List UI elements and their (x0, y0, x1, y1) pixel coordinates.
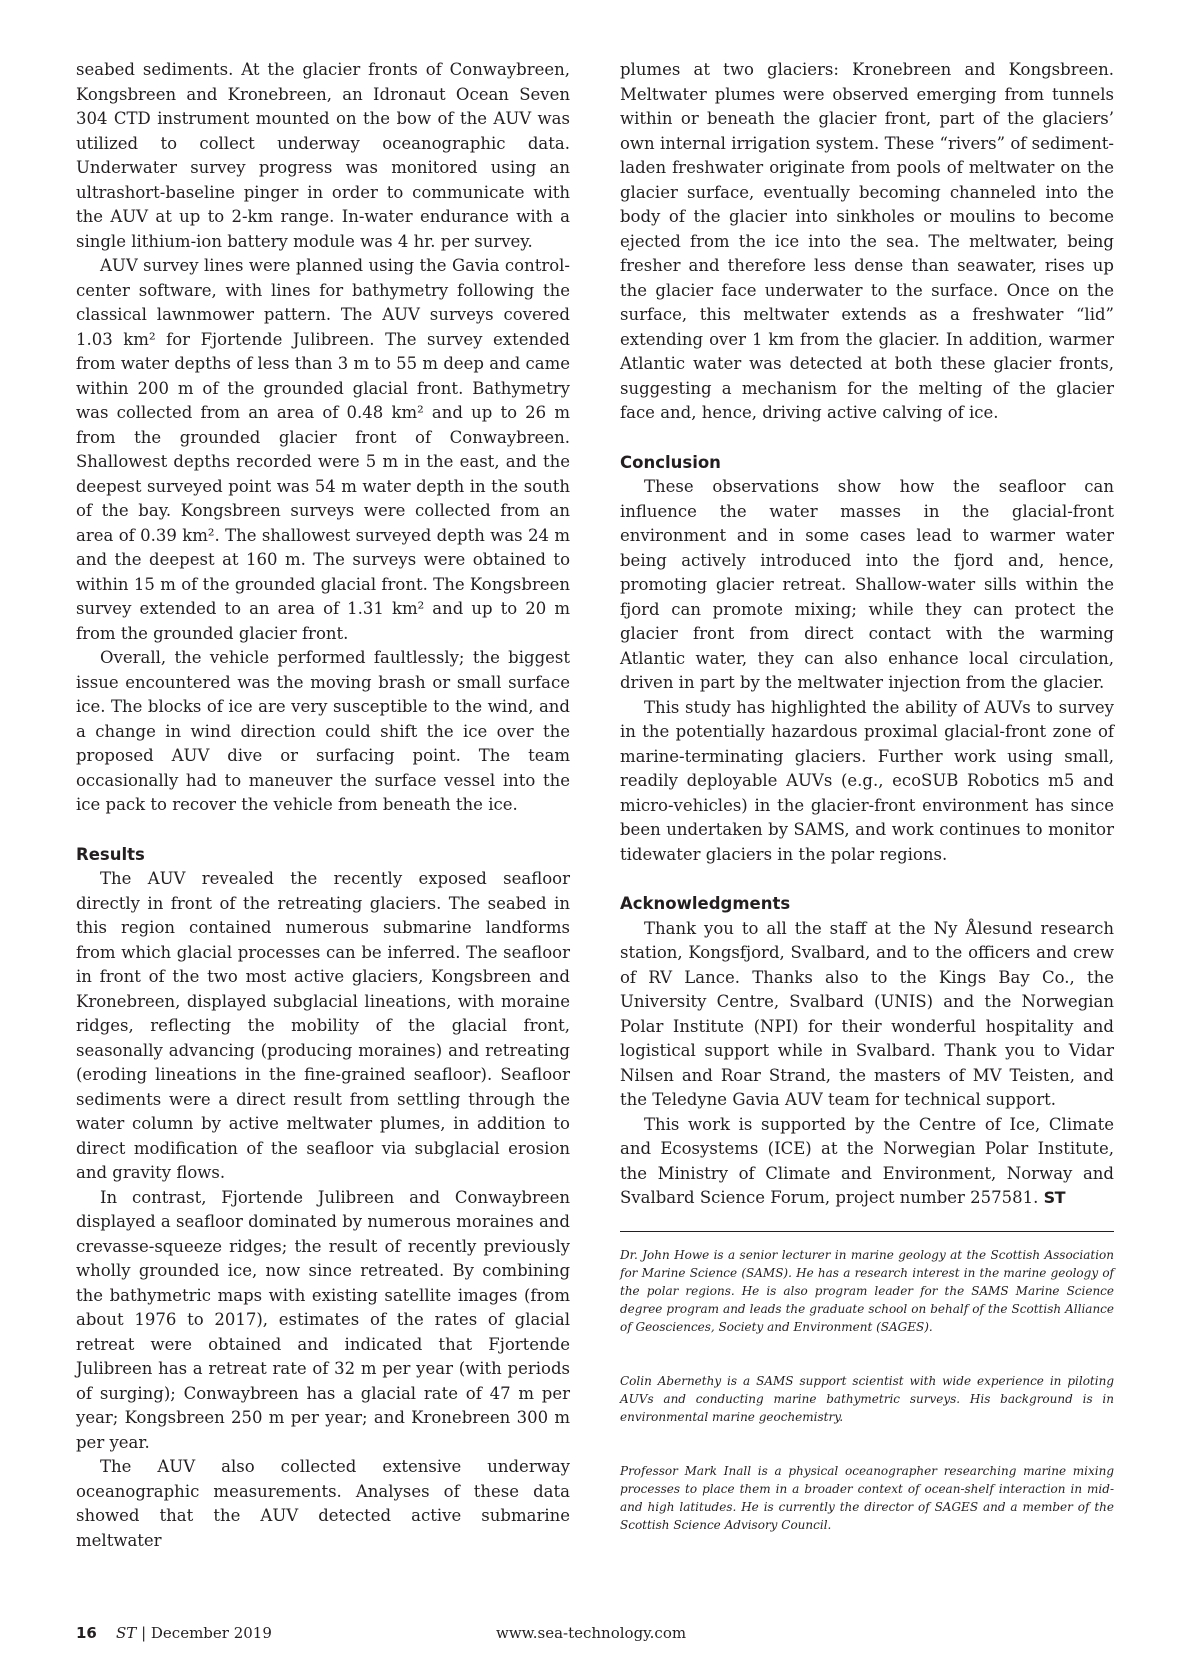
author-bio: Colin Abernethy is a SAMS support scientist with wide experience in piloting AUVs and conducting marine bathymetric surveys. His background is in environmental marine geochemistry. (620, 1373, 1114, 1424)
author-bio: Professor Mark Inall is a physical oceanographer researching marine mixing processes to place them in a broader context of ocean-shelf interaction in mid- and high latitudes. He is currently the director of SAGES and a member of the Scottish Science Advisory Council. (620, 1463, 1114, 1532)
right-column (620, 58, 1114, 1570)
website-link[interactable]: www.sea-technology.com (496, 1624, 687, 1642)
body-paragraph: The AUV also collected extensive underway oceanographic measurements. Analyses of these data showed that the AUV detected active submarine meltwater (76, 1457, 570, 1550)
body-paragraph (620, 1113, 1114, 1211)
body-paragraph: plumes at two glaciers: Kronebreen and Kongsbreen. Meltwater plumes were observed emerging from tunnels within or beneath the glacier front, part of the glaciers’ own internal irrigation system. These “rivers” of sediment-laden freshwater originate from pools of meltwater on the glacier surface, eventually becoming channeled into the body of the glacier into sinkholes or moulins to become ejected from the ice into the sea. The meltwater, being fresher and therefore less dense than seawater, rises up the glacier face underwater to the surface. Once on the surface, this meltwater extends as a freshwater “lid” extending over 1 km from the glacier. In addition, warmer Atlantic water was detected at both these glacier fronts, suggesting a mechanism for the melting of the glacier face and, hence, driving active calving of ice. (620, 60, 1114, 422)
results-heading: Results (76, 844, 145, 864)
body-paragraph: Overall, the vehicle performed faultlessly; the biggest issue encountered was the moving brash or small surface ice. The blocks of ice are very susceptible to the wind, and a change in wind direction could shift the ice over the proposed AUV dive or surfacing point. The team occasionally had to maneuver the surface vessel into the ice pack to recover the vehicle from beneath the ice. (76, 648, 570, 814)
author-bio: Dr. John Howe is a senior lecturer in marine geology at the Scottish Association for Marine Science (SAMS). He has a research interest in the marine geology of the polar regions. He is also program leader for the SAMS Marine Science degree program and leads the graduate school on behalf of the Scottish Alliance of Geosciences, Society and Environment (SAGES). (620, 1247, 1114, 1334)
funding-text: This work is supported by the Centre of Ice, Climate and Ecosystems (ICE) at the Norwegian Polar Institute, the Ministry of Climate and Environment, Norway and Svalbard Science Forum, project number 257581. (620, 1114, 1114, 1207)
body-paragraph: These observations show how the seafloor can influence the water masses in the glacial-front environment and in some cases lead to warmer water being actively introduced into the fjord and, hence, promoting glacier retreat. Shallow-water sills within the fjord can promote mixing; while they can protect the glacier front from direct contact with the warming Atlantic water, they can also enhance local circulation, driven in part by the meltwater injection from the glacier. (620, 477, 1114, 692)
end-mark: ST (1043, 1188, 1066, 1207)
body-paragraph: The AUV revealed the recently exposed seafloor directly in front of the retreating glaciers. The seabed in this region contained numerous submarine landforms from which glacial processes can be inferred. The seafloor in front of the two most active glaciers, Kongsbreen and Kronebreen, displayed subglacial lineations, with moraine ridges, reflecting the mobility of the glacial front, seasonally advancing (producing moraines) and retreating (eroding lineations in the fine-grained seafloor). Seafloor sediments were a direct result from settling through the water column by active meltwater plumes, in addition to direct modification of the seafloor via subglacial erosion and gravity flows. (76, 869, 570, 1182)
divider (620, 1231, 1114, 1232)
page-number: 16 (76, 1624, 97, 1642)
body-paragraph: Thank you to all the staff at the Ny Ålesund research station, Kongsfjord, Svalbard, and to the officers and crew of RV Lance. Thanks also to the Kings Bay Co., the University Centre, Svalbard (UNIS) and the Norwegian Polar Institute (NPI) for their wonderful hospitality and logistical support while in Svalbard. Thank you to Vidar Nilsen and Roar Strand, the masters of MV Teisten, and the Teledyne Gavia AUV team for technical support. (620, 918, 1114, 1109)
body-paragraph: seabed sediments. At the glacier fronts of Conwaybreen, Kongsbreen and Kronebreen, an Idronaut Ocean Seven 304 CTD instrument mounted on the bow of the AUV was utilized to collect underway oceanographic data. Underwater survey progress was monitored using an ultrashort-baseline pinger in order to communicate with the AUV at up to 2-km range. In-water endurance with a single lithium-ion battery module was 4 hr. per survey. (76, 60, 570, 251)
acknowledgments-heading: Acknowledgments (620, 894, 791, 913)
body-paragraph: In contrast, Fjortende Julibreen and Conwaybreen displayed a seafloor dominated by numerous moraines and crevasse-squeeze ridges; the result of recently previously wholly grounded ice, now since retreated. By combining the bathymetric maps with existing satellite images (from about 1976 to 2017), estimates of the rates of glacial retreat were obtained and indicated that Fjortende Julibreen has a retreat rate of 32 m per year (with periods of surging); Conwaybreen has a glacial rate of 47 m per year; Kongsbreen 250 m per year; and Kronebreen 300 m per year. (76, 1187, 570, 1452)
body-paragraph: This study has highlighted the ability of AUVs to survey in the potentially hazardous proximal glacial-front zone of marine-terminating glaciers. Further work using small, readily deployable AUVs (e.g., ecoSUB Robotics m5 and micro-vehicles) in the glacier-front environment has since been undertaken by SAMS, and work continues to monitor tidewater glaciers in the polar regions. (620, 697, 1114, 864)
issue-info (116, 1624, 272, 1642)
issue-date: | December 2019 (141, 1624, 272, 1642)
left-column (76, 58, 570, 1553)
body-paragraph: AUV survey lines were planned using the Gavia control-center software, with lines for bathymetry following the classical lawnmower pattern. The AUV surveys covered 1.03 km² for Fjortende Julibreen. The survey extended from water depths of less than 3 m to 55 m deep and came within 200 m of the grounded glacial front. Bathymetry was collected from an area of 0.48 km² and up to 26 m from the grounded glacier front of Conwaybreen. Shallowest depths recorded were 5 m in the east, and the deepest surveyed point was 54 m water depth in the south of the bay. Kongsbreen surveys were collected from an area of 0.39 km². The shallowest surveyed depth was 24 m and the deepest at 160 m. The surveys were obtained to within 15 m of the grounded glacial front. The Kongsbreen survey extended to an area of 1.31 km² and up to 20 m from the grounded glacier front. (76, 256, 570, 643)
conclusion-heading: Conclusion (620, 452, 721, 472)
magazine-name: ST (116, 1624, 137, 1642)
